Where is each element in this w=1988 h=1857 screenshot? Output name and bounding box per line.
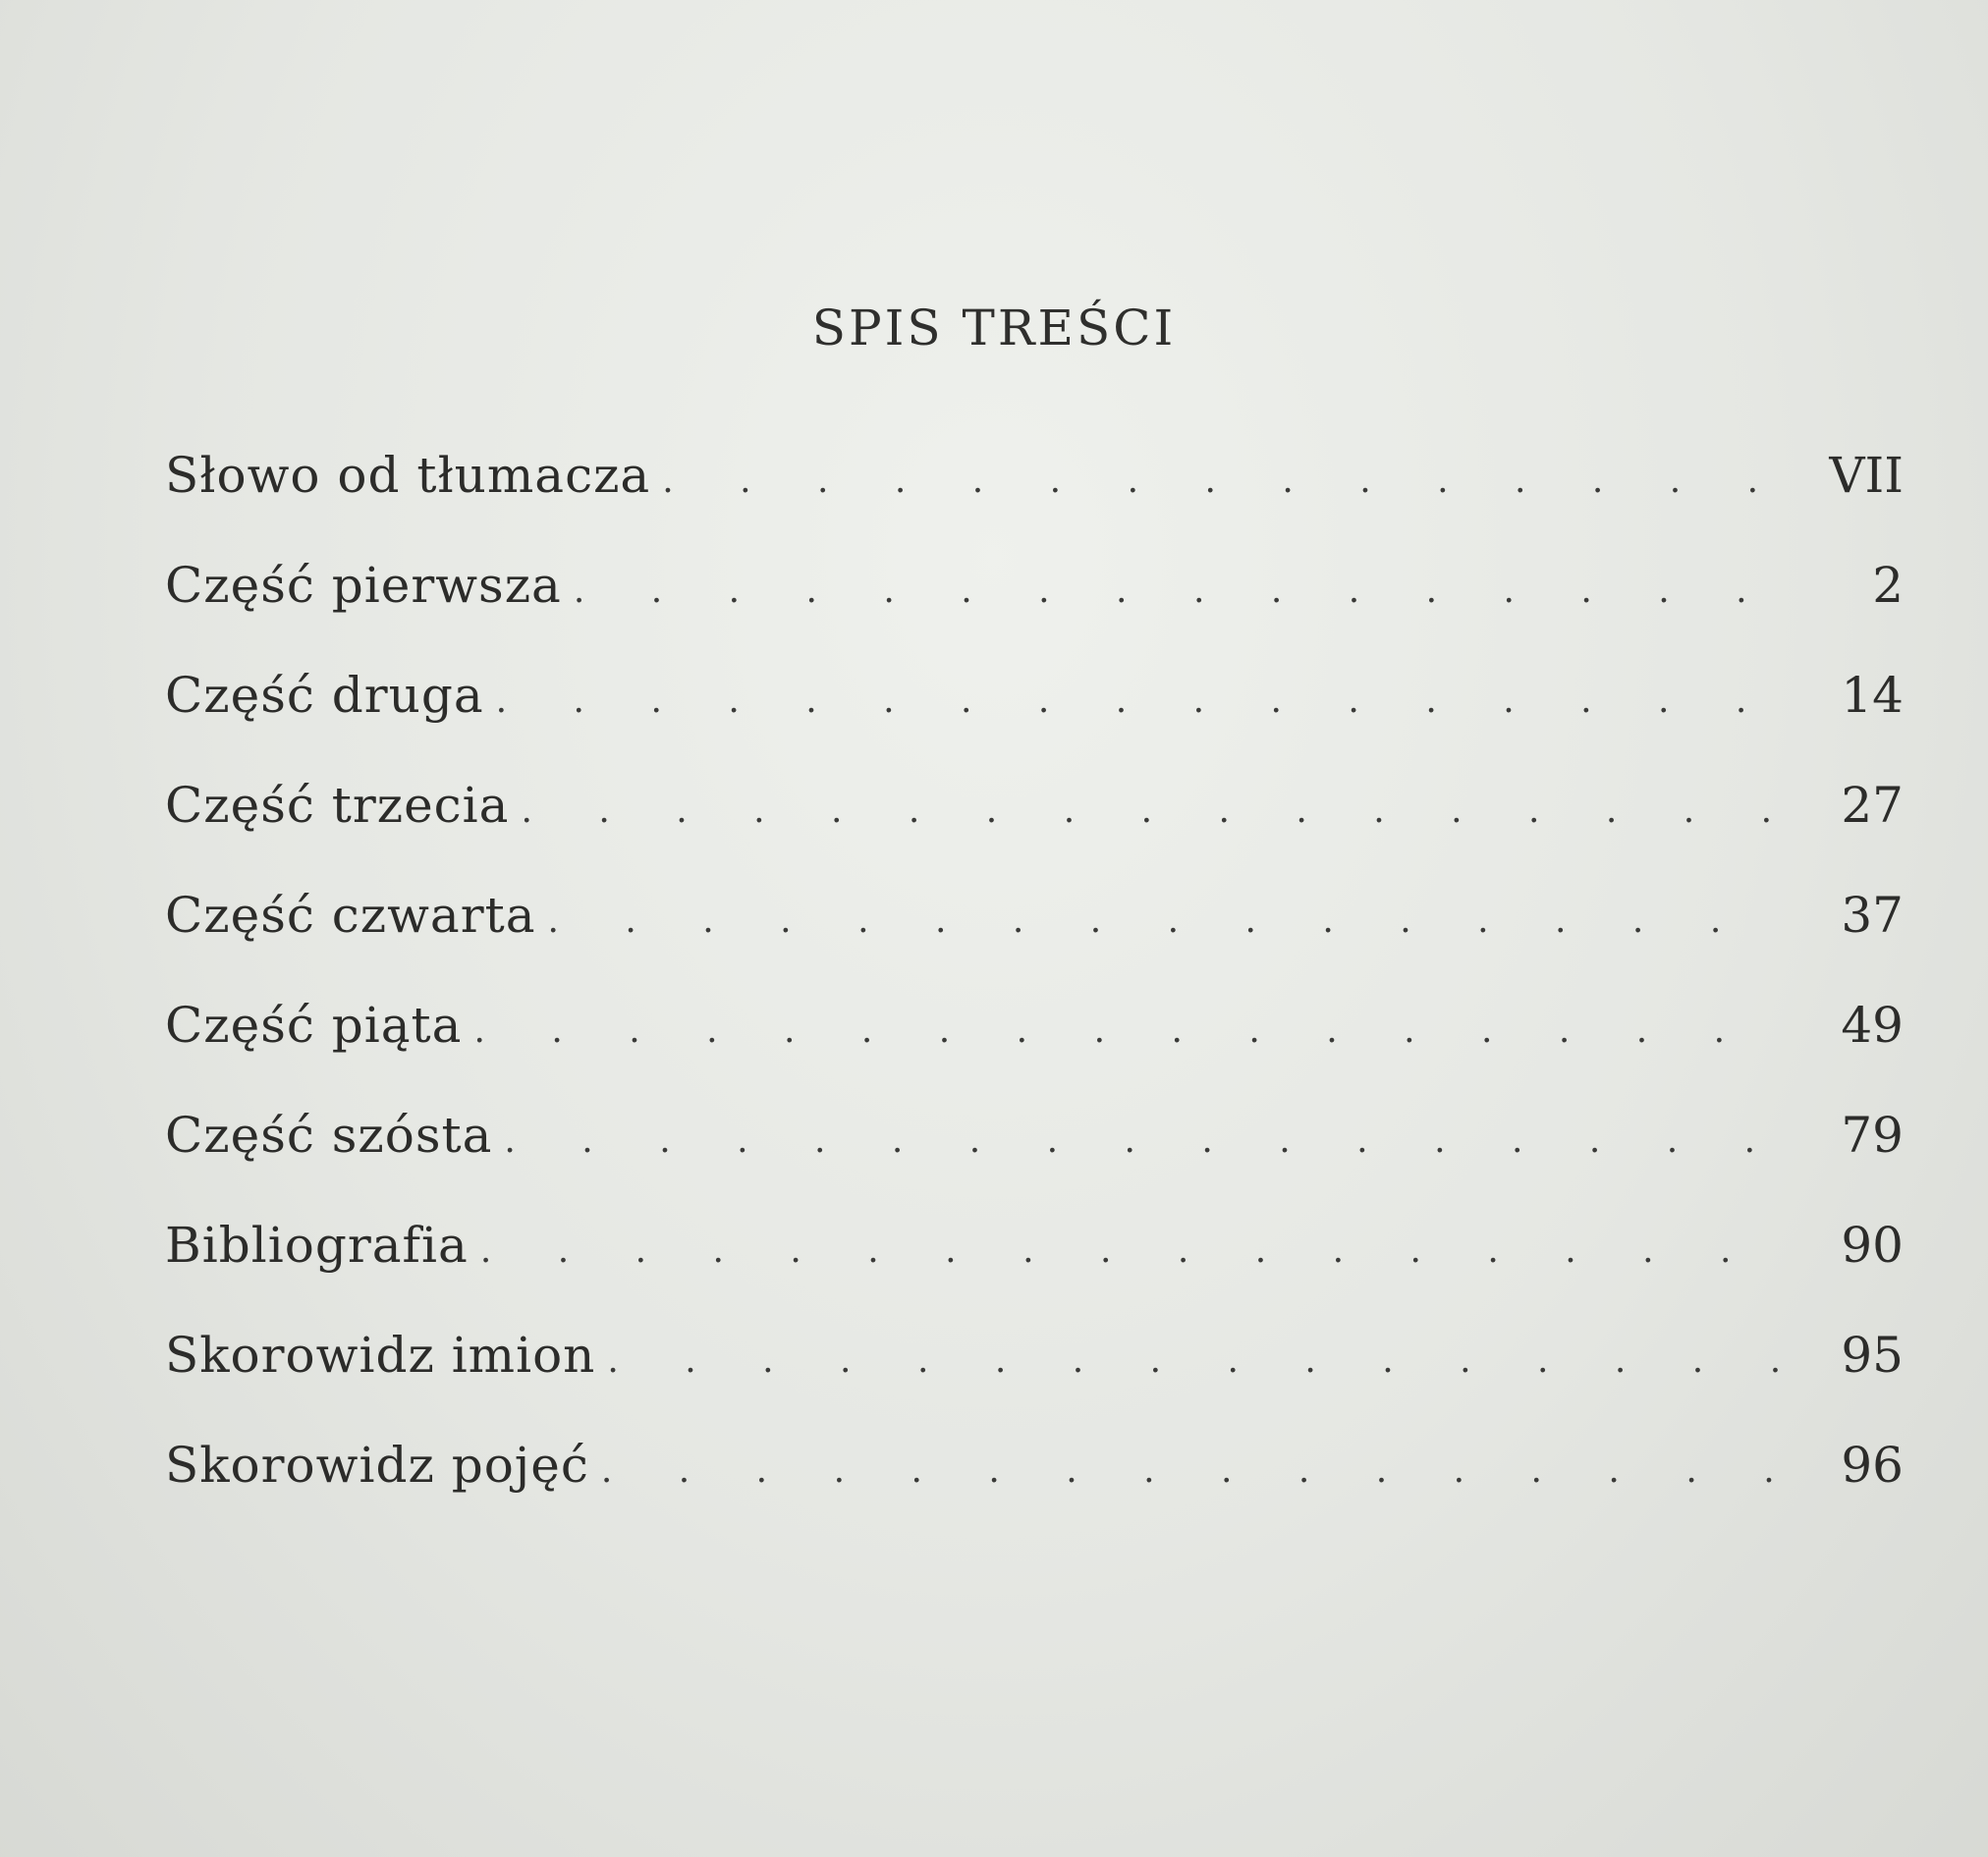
dot-leader (473, 1010, 1788, 1051)
toc-entry-page: VII (1829, 447, 1904, 504)
dot-leader (662, 461, 1788, 501)
toc-entry-title: Skorowidz pojęć (165, 1437, 589, 1494)
table-of-contents (165, 447, 1904, 1547)
toc-entry-page: 95 (1841, 1327, 1904, 1384)
toc-entry (165, 1217, 1904, 1327)
dot-leader (480, 1230, 1788, 1271)
toc-entry-page: 2 (1872, 557, 1904, 614)
toc-entry-title: Bibliografia (165, 1217, 469, 1274)
toc-entry-title: Część trzecia (165, 777, 510, 834)
toc-entry-page: 49 (1841, 997, 1904, 1054)
toc-entry-title: Słowo od tłumacza (165, 447, 651, 504)
toc-entry (165, 1327, 1904, 1437)
dot-leader (574, 571, 1788, 611)
toc-entry-page: 79 (1841, 1107, 1904, 1164)
toc-entry-title: Część czwarta (165, 887, 536, 944)
toc-entry (165, 447, 1904, 557)
toc-entry-page: 27 (1841, 777, 1904, 834)
toc-entry (165, 557, 1904, 667)
dot-leader (496, 681, 1788, 721)
toc-entry (165, 997, 1904, 1107)
toc-entry-title: Część szósta (165, 1107, 493, 1164)
dot-leader (601, 1450, 1788, 1491)
toc-entry-page: 96 (1841, 1437, 1904, 1494)
toc-entry (165, 777, 1904, 887)
toc-entry-title: Skorowidz imion (165, 1327, 596, 1384)
toc-entry-page: 14 (1841, 667, 1904, 724)
toc-entry-page: 37 (1841, 887, 1904, 944)
toc-entry-page: 90 (1841, 1217, 1904, 1274)
toc-entry (165, 887, 1904, 997)
toc-entry (165, 667, 1904, 777)
toc-entry-title: Część piąta (165, 997, 463, 1054)
dot-leader (504, 1120, 1788, 1161)
page-heading: SPIS TREŚCI (811, 300, 1177, 356)
toc-entry-title: Część pierwsza (165, 557, 562, 614)
dot-leader (607, 1340, 1788, 1381)
toc-entry-title: Część druga (165, 667, 484, 724)
toc-entry (165, 1107, 1904, 1217)
toc-entry (165, 1437, 1904, 1547)
dot-leader (521, 791, 1788, 831)
dot-leader (548, 901, 1788, 941)
